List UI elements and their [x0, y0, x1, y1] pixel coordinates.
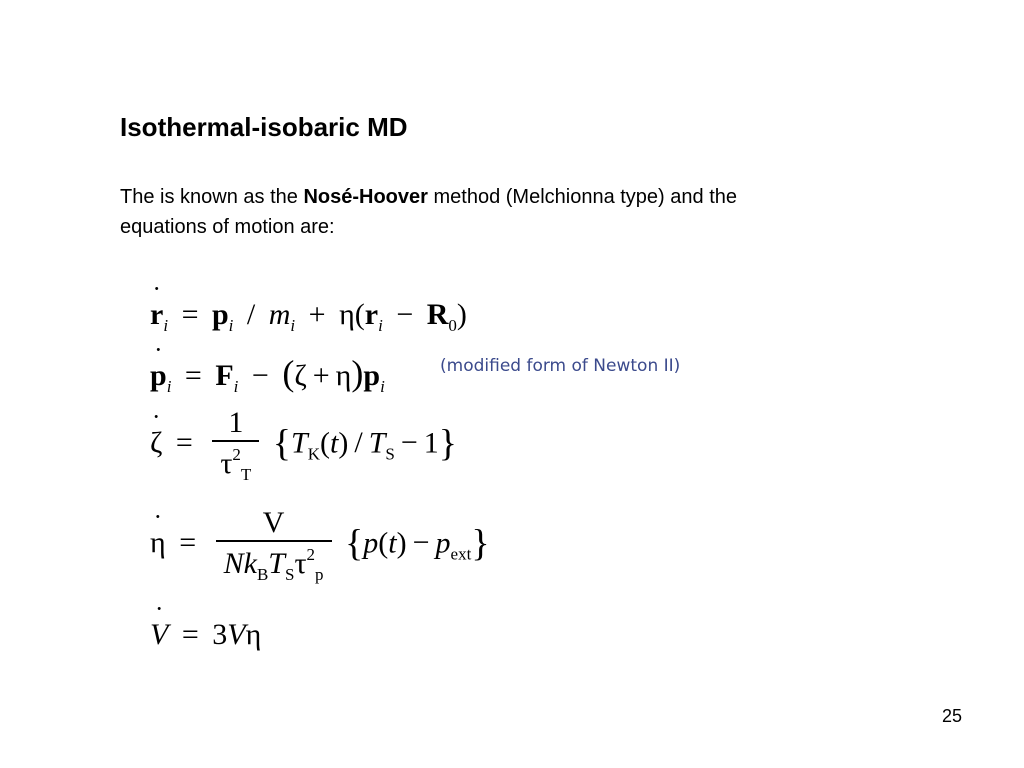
equation-volume: ˙ V = 3Vη	[150, 620, 261, 650]
intro-paragraph	[120, 182, 780, 242]
equation-thermostat: ˙ ζ = $\frac{1}{\tau^2_T}$ $\{T_K(t) / T_S - 1\}$	[150, 408, 457, 483]
page-number: 25	[941, 706, 962, 726]
equation-momentum: ˙ $p_i = F_i - (\zeta + \eta)p_i$	[150, 355, 385, 395]
slide-title: Isothermal-isobaric MD	[120, 112, 408, 142]
intro-text-before: The is known as the	[120, 186, 304, 208]
equation-barostat: ˙ η = $\frac{V}{Nk_BT_S\tau^2_p}$ $\{p(t) - p_{ext}\}$	[150, 508, 490, 583]
equation-note: (modified form of Newton II)	[440, 356, 681, 376]
equation-position: ˙ $r_i = p_i / m_i + \eta(r_i - R_0)$	[150, 300, 467, 334]
intro-method-name: Nosé-Hoover	[303, 186, 428, 208]
intro-text-after: method (Melchionna type) and the equations of motion are:	[120, 186, 737, 238]
